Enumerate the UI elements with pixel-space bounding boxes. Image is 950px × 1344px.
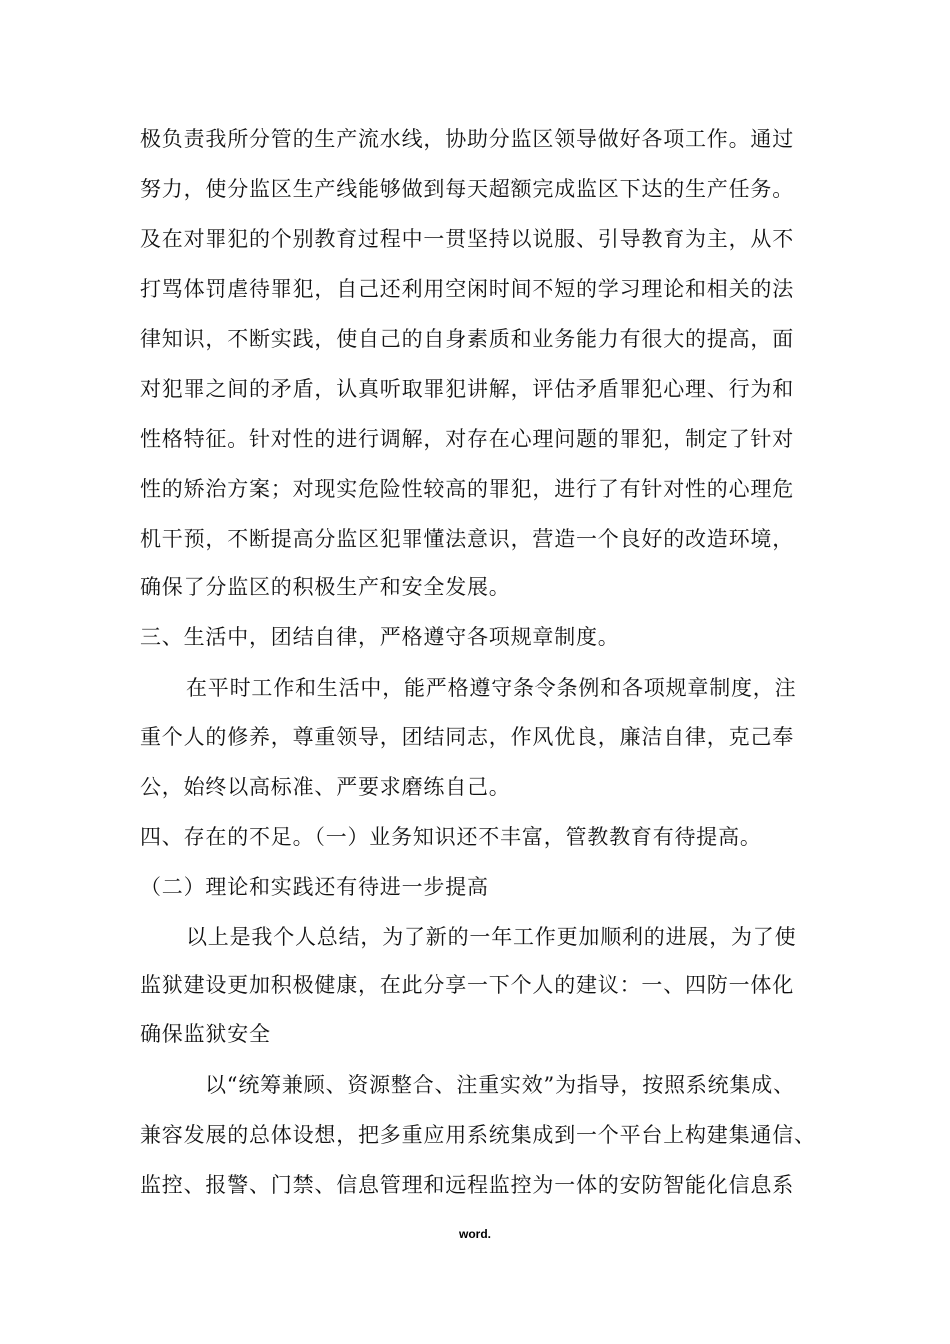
body-line-14: 公，始终以高标准、严要求磨练自己。 [140, 775, 511, 799]
body-line-9: 机干预，不断提高分监区犯罪懂法意识，营造一个良好的改造环境， [140, 527, 794, 551]
body-line-2: 努力，使分监区生产线能够做到每天超额完成监区下达的生产任务。 [140, 177, 794, 201]
body-line-18: 监狱建设更加积极健康，在此分享一下个人的建议：一、四防一体化 [140, 973, 794, 997]
page-footer: word. [459, 1227, 491, 1241]
body-line-10: 确保了分监区的积极生产和安全发展。 [140, 575, 511, 599]
body-line-21: 兼容发展的总体设想，把多重应用系统集成到一个平台上构建集通信、 [140, 1123, 816, 1147]
body-line-22: 监控、报警、门禁、信息管理和远程监控为一体的安防智能化信息系 [140, 1173, 794, 1197]
body-line-1: 极负责我所分管的生产流水线，协助分监区领导做好各项工作。通过 [140, 127, 794, 151]
body-line-8: 性的矫治方案；对现实危险性较高的罪犯，进行了有针对性的心理危 [140, 477, 794, 501]
body-line-3: 及在对罪犯的个别教育过程中一贯坚持以说服、引导教育为主，从不 [140, 227, 794, 251]
body-line-16: （二）理论和实践还有待进一步提高 [140, 875, 489, 899]
body-line-19: 确保监狱安全 [140, 1022, 271, 1046]
section-heading-4: 四、存在的不足。（一）业务知识还不丰富，管教教育有待提高。 [140, 825, 762, 849]
body-line-12: 在平时工作和生活中，能严格遵守条令条例和各项规章制度，注 [186, 676, 797, 700]
body-line-6: 对犯罪之间的矛盾，认真听取罪犯讲解，评估矛盾罪犯心理、行为和 [140, 377, 794, 401]
body-line-4: 打骂体罚虐待罪犯，自己还利用空闲时间不短的学习理论和相关的法 [140, 277, 794, 301]
body-line-17: 以上是我个人总结，为了新的一年工作更加顺利的进展，为了使 [186, 925, 797, 949]
body-line-20: 以“统筹兼顾、资源整合、注重实效”为指导，按照系统集成、 [205, 1073, 795, 1097]
section-heading-3: 三、生活中，团结自律，严格遵守各项规章制度。 [140, 625, 620, 649]
body-line-13: 重个人的修养，尊重领导，团结同志，作风优良，廉洁自律，克己奉 [140, 725, 794, 749]
body-line-7: 性格特征。针对性的进行调解，对存在心理问题的罪犯，制定了针对 [140, 427, 794, 451]
body-line-5: 律知识，不断实践，使自己的自身素质和业务能力有很大的提高，面 [140, 327, 794, 351]
